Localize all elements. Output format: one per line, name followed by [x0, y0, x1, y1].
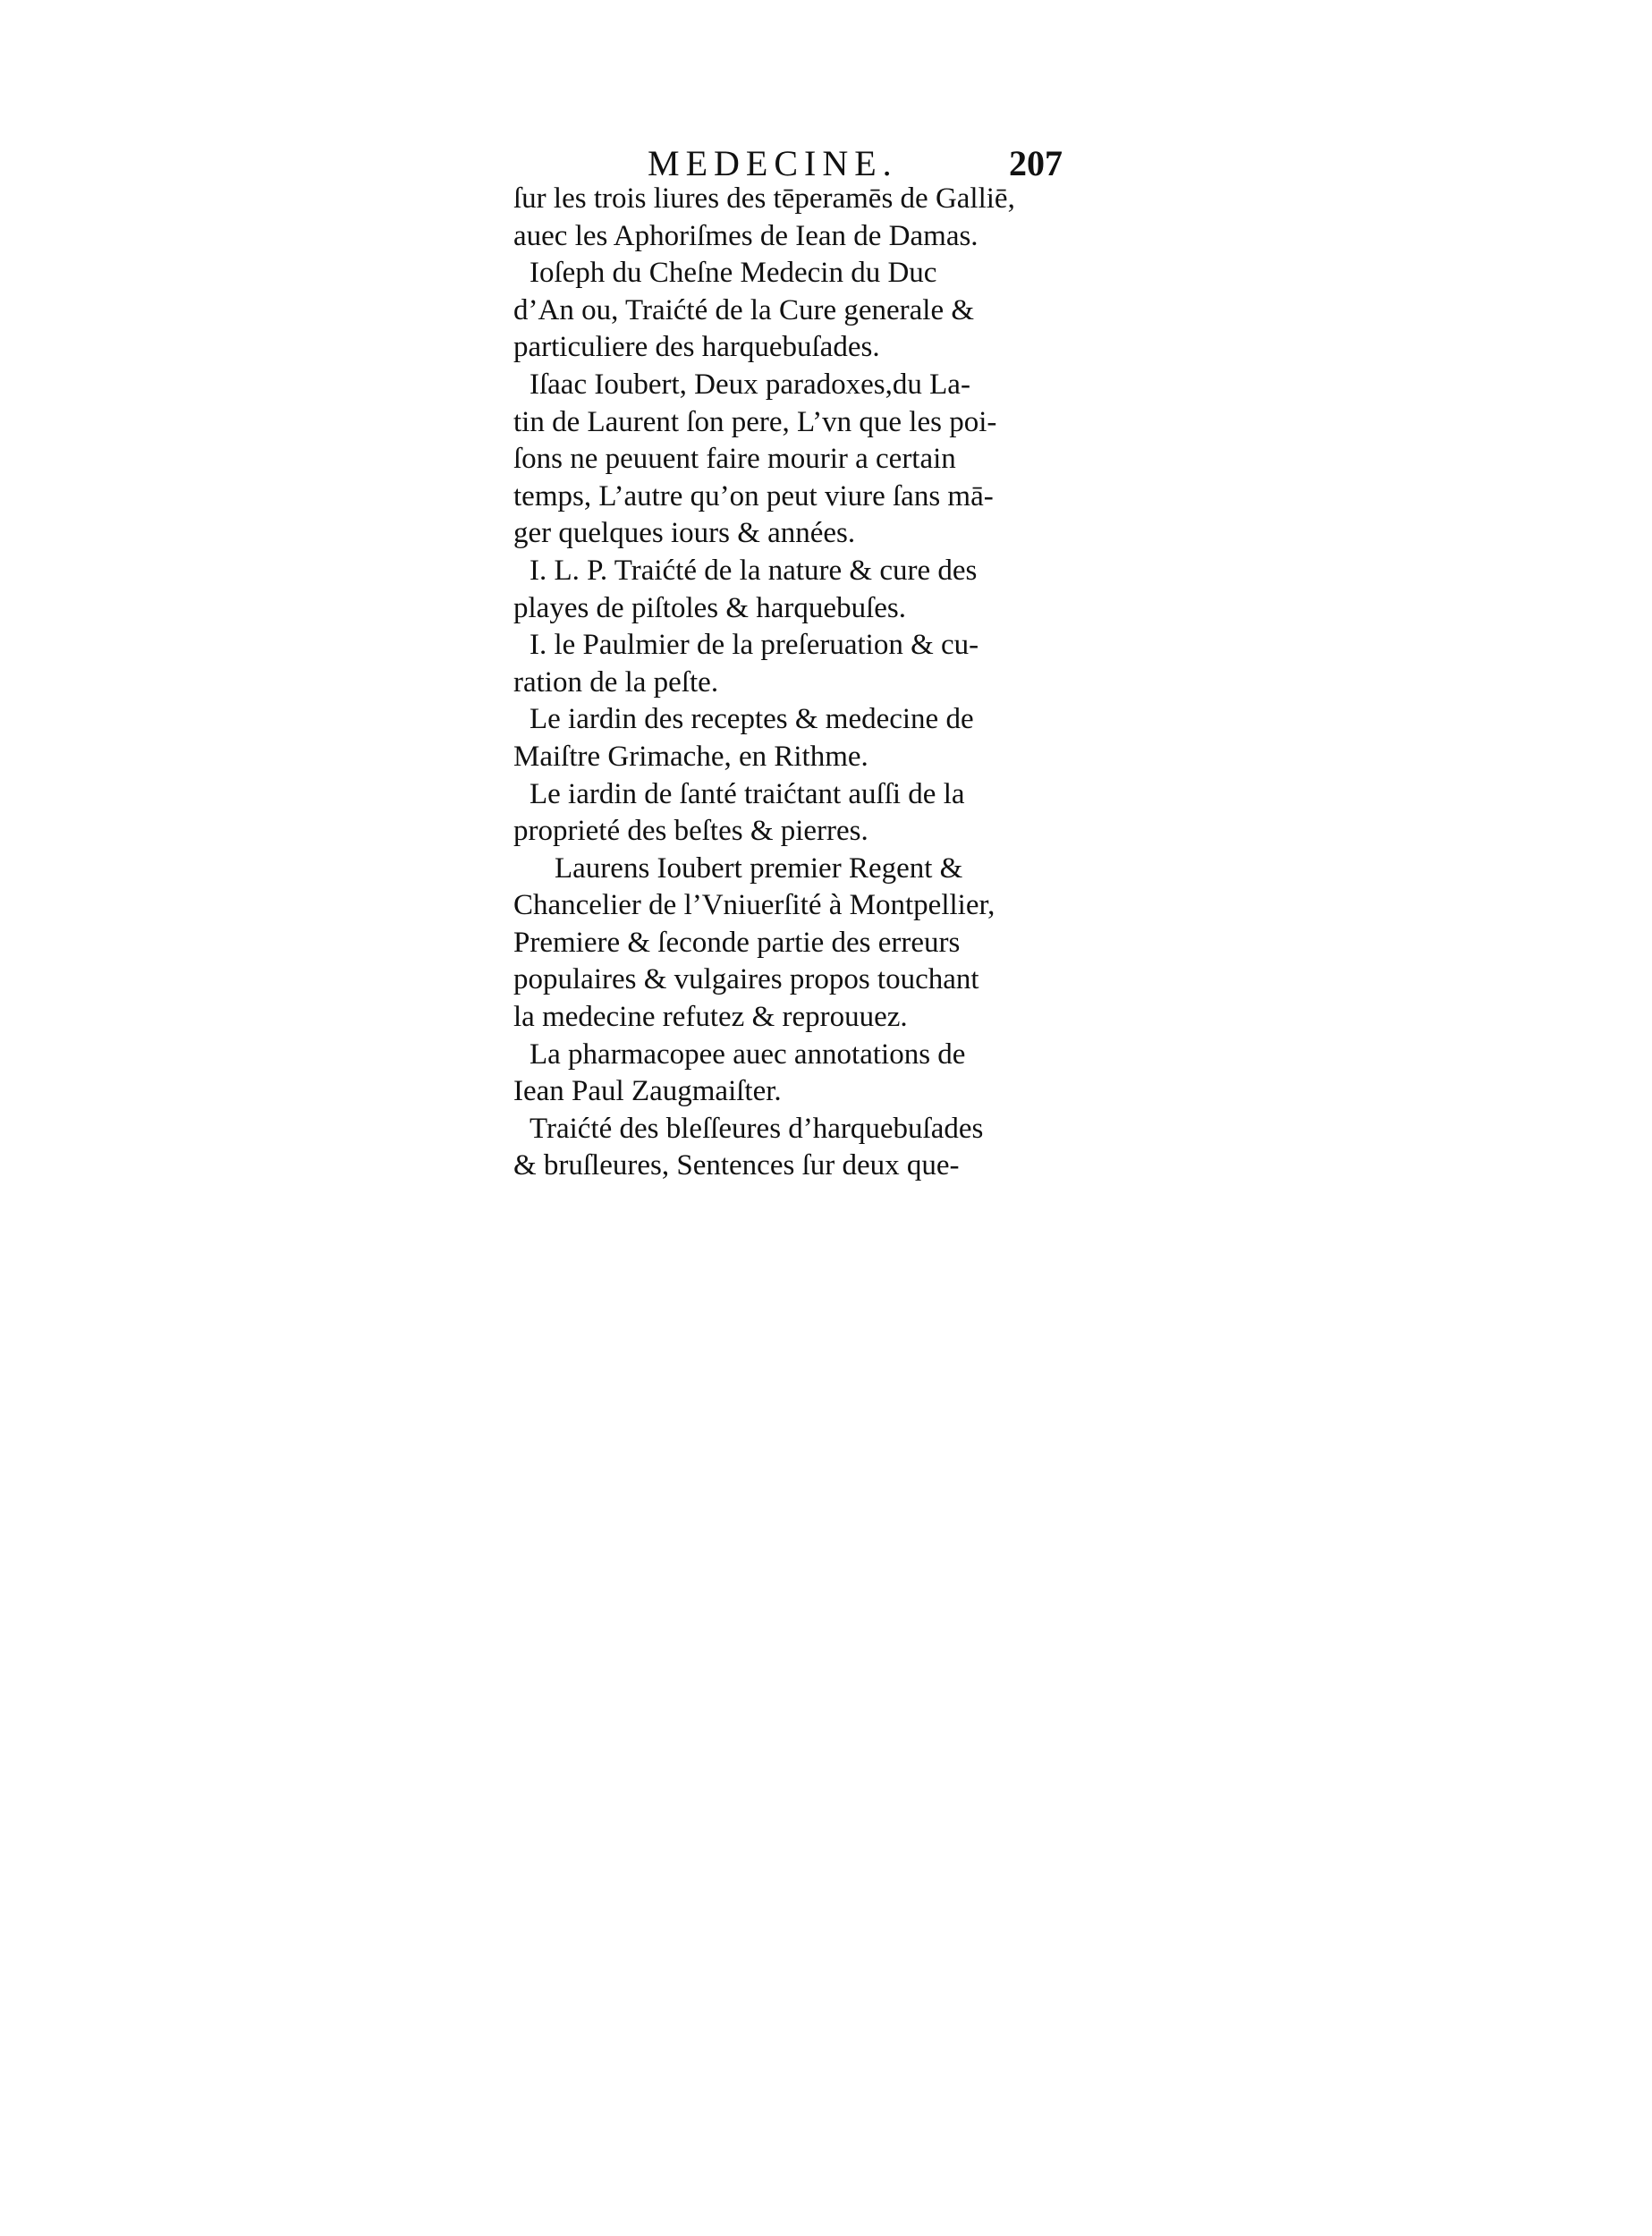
text-block: [513, 143, 1068, 1185]
entry-line: ration de la peſte.: [513, 665, 719, 699]
entry-line: la medecine refutez & reprouuez.: [513, 1001, 908, 1034]
entry-line: populaires & vulgaires propos touchant: [513, 963, 979, 996]
bibliography-entry: [513, 776, 1068, 851]
entry-line: La pharmacopee auec annotations de: [529, 1038, 966, 1071]
entry-line: I. L. P. Traićté de la nature & cure des: [529, 554, 978, 587]
entry-line: temps, L’autre qu’on peut viure ſans mā-: [513, 479, 994, 512]
bibliography-entry: [513, 1037, 1068, 1111]
entry-line: ſur les trois liures des tēperamēs de Galliē,: [513, 182, 1015, 215]
entry-line: ſons ne peuuent faire mourir a certain: [513, 443, 956, 476]
bibliography-entry: [513, 701, 1068, 775]
page-number: 207: [1009, 143, 1063, 183]
entry-line: Iſaac Ioubert, Deux paradoxes,du La-: [529, 368, 970, 401]
entry-line: particuliere des harquebuſades.: [513, 331, 880, 364]
entry-line: proprieté des beſtes & pierres.: [513, 815, 868, 848]
bibliography-entry: [513, 627, 1068, 701]
bibliography-entries: [513, 181, 1068, 1185]
entry-line: Iean Paul Zaugmaiſter.: [513, 1075, 782, 1108]
bibliography-entry: [513, 851, 1068, 1037]
running-title: MEDECINE.: [648, 143, 898, 183]
bibliography-entry: [513, 181, 1068, 255]
bibliography-entry: [513, 367, 1068, 553]
bibliography-entry: [513, 255, 1068, 367]
entry-line: Chancelier de l’Vniuerſité à Montpellier,: [513, 889, 995, 922]
entry-line: I. le Paulmier de la preſeruation & cu-: [529, 629, 979, 662]
entry-line: playes de piſtoles & harquebuſes.: [513, 591, 906, 624]
bibliography-entry: [513, 1111, 1068, 1185]
running-head: [513, 143, 1068, 184]
entry-line: tin de Laurent ſon pere, L’vn que les poi-: [513, 405, 997, 438]
entry-line: Traićté des bleſſeures d’harquebuſades: [529, 1112, 984, 1145]
entry-line: Ioſeph du Cheſne Medecin du Duc: [529, 257, 937, 290]
entry-line: ger quelques iours & années.: [513, 517, 856, 550]
entry-line: Le iardin des receptes & medecine de: [529, 703, 974, 736]
entry-line: Maiſtre Grimache, en Rithme.: [513, 740, 868, 773]
bibliography-entry: [513, 553, 1068, 627]
entry-line: & bruſleures, Sentences ſur deux que-: [513, 1149, 960, 1182]
entry-line: Le iardin de ſanté traićtant auſſi de la: [529, 777, 965, 810]
entry-line: Premiere & ſeconde partie des erreurs: [513, 926, 961, 959]
entry-line: d’An ou, Traićté de la Cure generale &: [513, 293, 975, 326]
entry-line: auec les Aphoriſmes de Iean de Damas.: [513, 219, 978, 252]
entry-line: Laurens Ioubert premier Regent &: [555, 851, 963, 885]
